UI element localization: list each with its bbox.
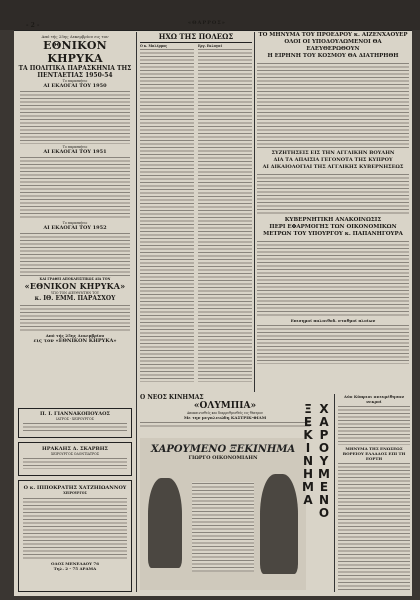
small-headline-2: Δύο Κύπριοι ανευρέθησαν νεκροί <box>343 394 405 404</box>
center-column <box>140 32 252 388</box>
body-text-block <box>198 48 252 382</box>
body-text-block <box>338 462 410 592</box>
promo-line: ΚΑΙ ΓΡΑΦΕΙ ΑΠΟΚΛΕΙΣΤΙΚΩΣ ΔΙΑ ΤΟΝ <box>39 277 111 281</box>
body-text-block <box>20 232 130 276</box>
column-rule <box>136 32 137 592</box>
ad3-address: ΟΔΟΣ ΜΕΝΕΛΑΟΥ 76 <box>51 561 99 566</box>
ad-text <box>23 457 127 469</box>
headline-8: ΠΕΡΙ ΕΦΑΡΜΟΓΗΣ ΤΩΝ ΟΙΚΟΝΟΜΙΚΩΝ <box>269 224 397 230</box>
ad-text <box>140 421 310 429</box>
small-headline: Επισημοί παλαιθοδ. σταθμοί πλοίων <box>290 318 376 323</box>
body-text-block <box>338 405 410 445</box>
ad1-name: Π. Ι. ΓΙΑΝΝΑΚΟΠΟΥΛΟΣ <box>40 411 110 417</box>
body-text-block <box>140 48 194 382</box>
ad2-name: ΗΡΑΚΛΗΣ Δ. ΣΚΑΡΒΗΣ <box>42 446 108 452</box>
sub3-label: Το παρασκήνιο <box>62 221 88 225</box>
body-text-block <box>20 156 130 220</box>
sub2-label: Το παρασκήνιο <box>62 145 88 149</box>
cinema-line-1: Αποκαινισθείς και διαρρυθμισθείς εις θέατρον <box>186 411 264 415</box>
center-subcolumn-2 <box>198 44 252 388</box>
poster-figure <box>260 474 298 574</box>
body-text-block <box>20 90 130 144</box>
sub1-heading: ΑΙ ΕΚΛΟΓΑΙ ΤΟΥ 1950 <box>43 83 107 89</box>
editor-name: κ. ΙΘ. ΕΜΜ. ΠΑΡΑΣΧΟΥ <box>34 295 116 302</box>
date-line: Από τής 25ης Δεκεμβρίου <box>45 333 105 338</box>
headline-3: Η ΕΙΡΗΝΗ ΤΟΥ ΚΟΣΜΟΥ ΘΑ ΔΙΑΤΗΡΗΘΗ <box>267 53 399 59</box>
column-rule <box>254 32 255 392</box>
headline-2: ΟΛΟΙ ΟΙ ΥΠΟΔΟΥΛΩΜΕΝΟΙ ΘΑ ΕΛΕΥΘΕΡΩΘΟΥΝ <box>284 39 382 52</box>
poster-credits <box>192 482 254 572</box>
film-poster <box>140 438 306 590</box>
body-text-block <box>257 62 409 148</box>
sub1-label: Το παρασκήνιο <box>62 79 88 83</box>
body-text-block <box>257 324 409 364</box>
body-text-block <box>257 173 409 215</box>
ad3-title: ΧΕΙΡΟΥΡΓΟΣ <box>63 491 87 495</box>
headline-5: ΔΙΑ ΤΑ ΑΠΑΙΣΙΑ ΓΕΓΟΝΟΤΑ ΤΗΣ ΚΥΠΡΟΥ <box>273 157 393 163</box>
column-rule <box>334 394 335 592</box>
ad-text <box>23 497 127 559</box>
ad3-name: Ο κ. ΙΠΠΟΚΡΑΤΗΣ ΧΑΤΖΗΙΩΑΝΝΟΥ <box>23 485 127 491</box>
vertical-title: ΧΑΡΟΥΜΕΝΟ ΞΕΚΙΝΗΜΑ <box>301 402 331 519</box>
headline-6: ΑΙ ΔΙΚΑΙΟΛΟΓΙΑΙ ΤΗΣ ΑΓΓΛΙΚΗΣ ΚΥΒΕΡΝΗΣΕΩΣ <box>262 164 404 170</box>
doctor-ad-3 <box>18 480 132 592</box>
headline-1: ΤΟ ΜΗΝΥΜΑ ΤΟΥ ΠΡΟΕΔΡΟΥ κ. ΑΙΖΕΝΧΑΟΥΕΡ <box>258 32 408 38</box>
left-column-announcement <box>18 34 132 404</box>
body-text-block <box>20 304 130 332</box>
body-text-block <box>257 240 409 316</box>
cinema-line-2: Με την μεγαλειώδη ΚΑΣΤΡΙΚ-ΦΙΛΜ <box>183 415 267 420</box>
paper-name-large: ΕΘΝΙΚΟΝ ΚΗΡΥΚΑ <box>43 39 107 65</box>
bottom-headline: ΜΗΝΥΜΑ ΤΗΣ ΕΝΩΣΕΩΣ ΒΟΡΕΙΟΥ ΕΛΛΑΔΟΣ ΕΠΙ ΤΗ ΕΟΡΤΗ <box>342 446 406 461</box>
series-title: ΤΑ ΠΟΛΙΤΙΚΑ ΠΑΡΑΣΚΗΝΙΑ ΤΗΣ ΠΕΝΤΑΕΤΙΑΣ 1950-54 <box>18 65 132 79</box>
paper-name: «ΘΑΡΡΟΣ» <box>188 20 226 26</box>
newspaper-page <box>14 30 412 596</box>
ad-text <box>23 422 127 432</box>
doctor-ad-1 <box>18 408 132 438</box>
item1-heading: Ο κ. Μαλέρμος <box>140 44 168 48</box>
paper-name-mid: «ΕΘΝΙΚΟΝ ΚΗΡΥΚΑ» <box>24 281 126 291</box>
promo-line-2: ΥΠΟ ΤΟΝ ΔΙΕΥΘΥΝΤΗΝ ΤΟΥ <box>50 291 100 295</box>
date-line-2: εις τον «ΕΘΝΙΚΟΝ ΚΗΡΥΚΑ» <box>33 338 117 344</box>
cinema-ad-title: Ο ΝΕΟΣ ΚΙΝΗΜΑΣ <box>140 394 204 401</box>
item2-heading: Εργ. Εκλογαί <box>198 44 223 48</box>
headline-7: ΚΥΒΕΡΝΗΤΙΚΗ ΑΝΑΚΟΙΝΩΣΙΣ <box>284 217 382 223</box>
center-subcolumn-1 <box>140 44 194 388</box>
page-number: - 2 - <box>26 22 40 29</box>
header-rule <box>14 30 412 31</box>
right-column <box>257 32 409 392</box>
sub2-heading: ΑΙ ΕΚΛΟΓΑΙ ΤΟΥ 1951 <box>43 149 107 155</box>
poster-figure <box>148 478 182 568</box>
ad3-phone: Τηλ. 2 - 75 ΔΡΑΜΑ <box>53 566 97 571</box>
right-bottom-column <box>338 394 410 592</box>
section-rule <box>140 42 252 43</box>
doctor-ad-2 <box>18 442 132 476</box>
headline-4: ΣΥΖΗΤΗΣΕΙΣ ΕΙΣ ΤΗΝ ΑΓΓΛΙΚΗΝ ΒΟΥΛΗΝ <box>271 150 395 156</box>
section-title: ΗΧΩ ΤΗΣ ΠΟΛΕΩΣ <box>158 32 234 41</box>
poster-star: ΓΙΩΡΓΟ ΟΙΚΟΝΟΜΙΔΗΝ <box>188 455 258 461</box>
cinema-ad <box>140 394 310 592</box>
ad2-title: ΧΕΙΡΟΥΡΓΟΣ ΟΔΟΝΤΙΑΤΡΟΣ <box>50 452 100 456</box>
headline-9: ΜΕΤΡΩΝ ΤΟΥ ΥΠΟΥΡΓΟΥ κ. ΠΑΠΑΝΗΓΟΥΡΑ <box>263 231 403 237</box>
cinema-name: «ΟΛΥΜΠΙΑ» <box>193 401 257 411</box>
intro-text: Από τής 25ης Δεκεμβρίου εις τον <box>41 34 109 39</box>
ad1-title: ΙΑΤΡΟΣ - ΧΕΙΡΟΥΡΓΟΣ <box>56 417 94 421</box>
sub3-heading: ΑΙ ΕΚΛΟΓΑΙ ΤΟΥ 1952 <box>43 225 107 231</box>
poster-title: ΧΑΡΟΥΜΕΝΟ ΞΕΚΙΝΗΜΑ <box>150 444 296 455</box>
